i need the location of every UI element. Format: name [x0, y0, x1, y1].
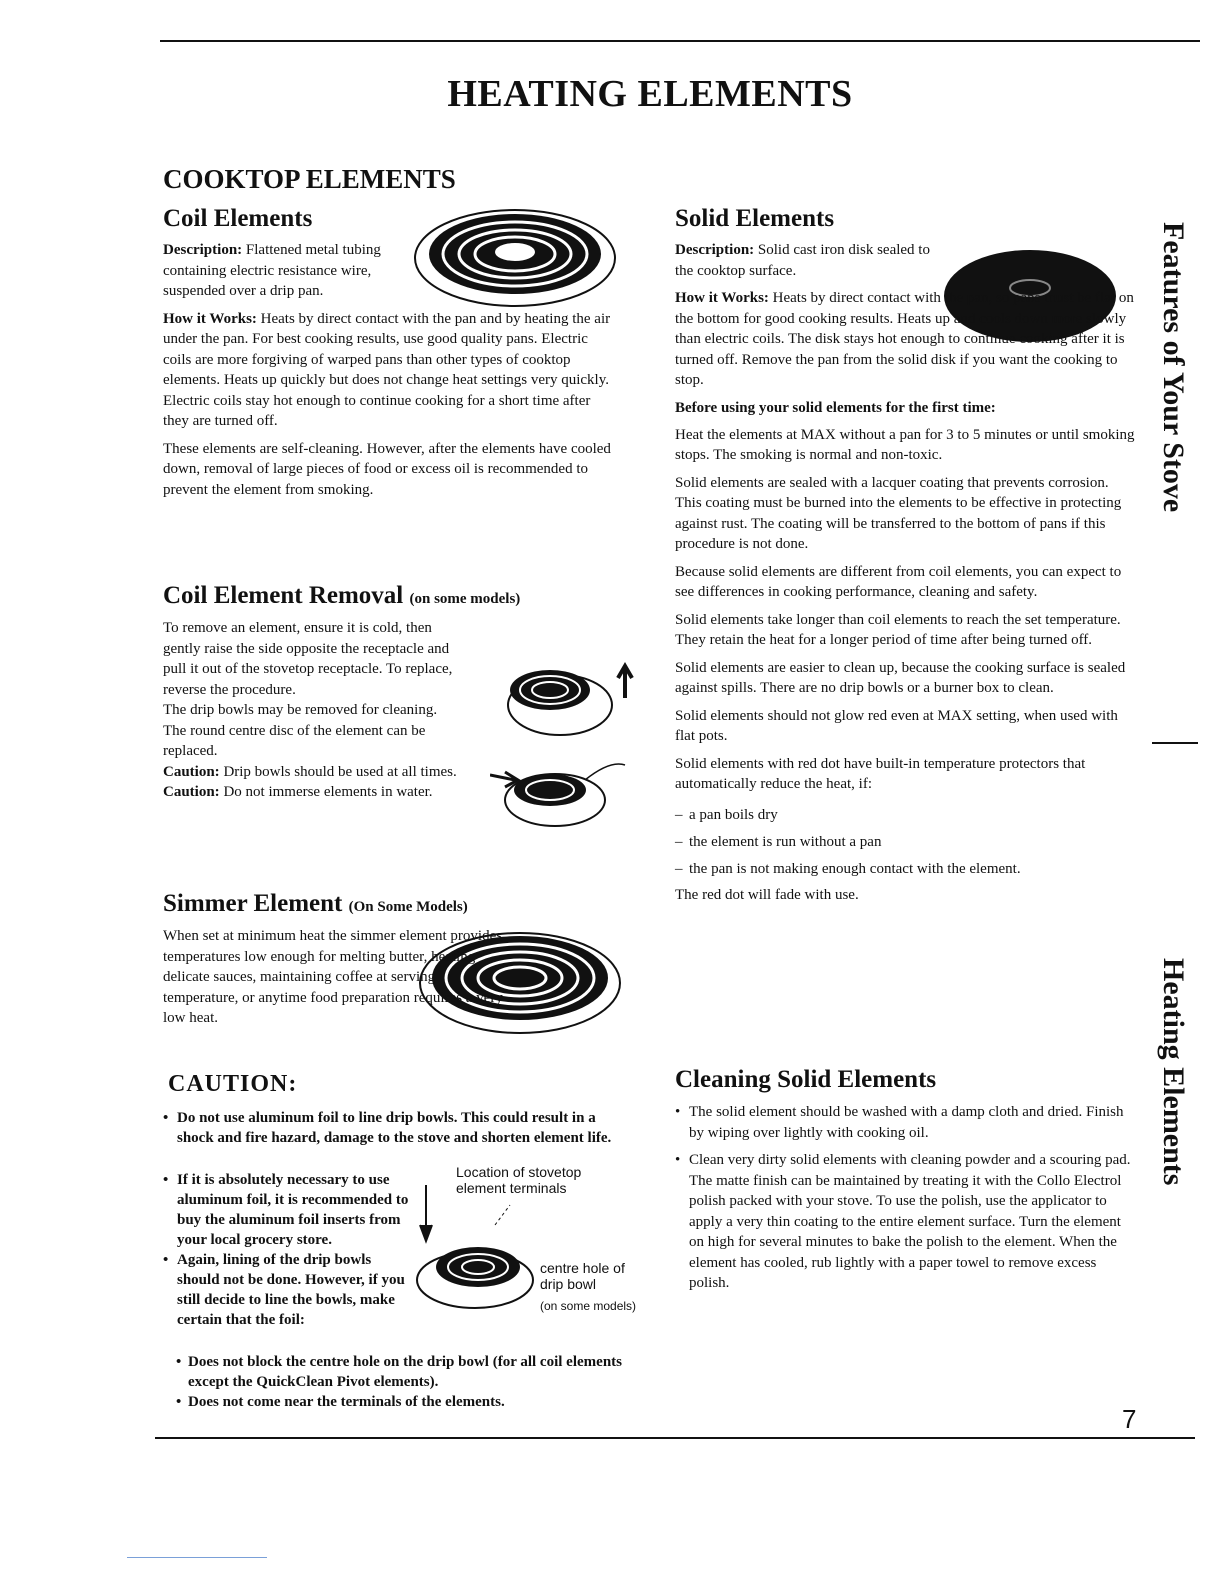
caution-sub-terminals: • Does not come near the terminals of the elements. — [176, 1392, 626, 1412]
side-tab-features: Features of Your Stove — [1157, 222, 1190, 513]
drip-bowl-diagram — [410, 1185, 540, 1315]
cleaning-heading: Cleaning Solid Elements — [675, 1066, 937, 1093]
cleaning-bullet-wash: • The solid element should be washed with a damp cloth and dried. Finish by wiping over lightly with cooking oil. — [675, 1102, 1135, 1143]
removal-drip-bowls: The drip bowls may be removed for cleaning. — [163, 702, 438, 718]
removal-instructions: To remove an element, ensure it is cold, then gently raise the side opposite the receptacle and pull it out of the stovetop receptacle. To replace, reverse the procedure. — [163, 620, 453, 698]
solid-red-dot: Solid elements with red dot have built-in temperature protectors that automatically reduce the heat, if: — [675, 755, 1086, 792]
coil-self-cleaning: These elements are self-cleaning. However, after the elements have cooled down, removal of large pieces of food or excess oil is recommended to prevent the element from smoking. — [163, 440, 611, 498]
solid-lacquer: Solid elements are sealed with a lacquer coating that prevents corrosion. This coating must be burned into the elements to be effective in protecting against rust. The coating will be transferred to the bottom of pans if this procedure is not done. — [675, 474, 1122, 552]
caution-bullet-again: • Again, lining of the drip bowls should not be done. However, if you still decide to line the bowls, make certain that the foil: — [163, 1250, 413, 1330]
solid-differences: Because solid elements are different from coil elements, you can expect to see differences in cooking performance, cleaning and safety. — [675, 563, 1122, 600]
red-dot-condition-3: – the pan is not making enough contact with the element. — [675, 856, 1135, 883]
removal-caution-2: Caution: Do not immerse elements in water. — [163, 784, 433, 800]
page-title: HEATING ELEMENTS — [447, 73, 853, 115]
caption-centre-hole: centre hole of drip bowl — [540, 1260, 625, 1292]
coil-description: Description: Flattened metal tubing containing electric resistance wire, suspended over a drip pan. — [163, 242, 381, 299]
solid-easier-clean: Solid elements are easier to clean up, because the cooking surface is sealed against spills. There are no drip bowls or a burner box to clean. — [675, 659, 1126, 696]
caption-some-models: (on some models) — [540, 1299, 637, 1313]
solid-description: Description: Solid cast iron disk sealed to the cooktop surface. — [675, 242, 930, 279]
caution-heading: CAUTION: — [168, 1071, 298, 1097]
simmer-text: When set at minimum heat the simmer element provides temperatures low enough for melting butter, heating delicate sauces, maintaining coffee at serving temperature, or anytime food preparation requires a very low heat. — [163, 928, 503, 1026]
solid-how-it-works: How it Works: Heats by direct contact with the pan, so pans must be flat on the bottom for good cooking results. Heats up and cools down more slowly than electric coils. The disk stays hot enough to continue cooking after it is turned off. Remove the pan from the solid disk if you want the cooking to stop. — [675, 290, 1134, 388]
caution-bullet-inserts: • If it is absolutely necessary to use aluminum foil, it is recommended to buy the aluminum foil inserts from your local grocery store. — [163, 1170, 413, 1250]
section-title: COOKTOP ELEMENTS — [163, 164, 456, 194]
solid-longer: Solid elements take longer than coil elements to reach the set temperature. They retain the heat for a longer period of time after being turned off. — [675, 611, 1121, 648]
removal-centre-disc: The round centre disc of the element can be replaced. — [163, 722, 426, 759]
coil-how-it-works: How it Works: Heats by direct contact with the pan and by heating the air under the pan. For best cooking results, use good quality pans. Electric coils are more forgiving of warped pans than other types of cooktop elements. Heats up quickly but does not change heat settings very quickly. Electric coils stay hot enough to continue cooking for a short time after they are turned off. — [163, 310, 611, 429]
solid-first-time-heading: Before using your solid elements for the first time: — [675, 399, 996, 416]
caption-terminals: Location of stovetop element terminals — [456, 1164, 582, 1196]
red-dot-fade: The red dot will fade with use. — [675, 886, 859, 903]
coil-removal-illustration — [490, 640, 640, 840]
footer-link-line — [127, 1557, 267, 1558]
caution-sub-centre-hole: • Does not block the centre hole on the drip bowl (for all coil elements except the QuickClean Pivot elements). — [176, 1352, 626, 1392]
solid-heading: Solid Elements — [675, 205, 835, 232]
top-rule — [160, 40, 1200, 42]
red-dot-condition-1: – a pan boils dry — [675, 802, 1135, 829]
solid-glow: Solid elements should not glow red even at MAX setting, when used with flat pots. — [675, 707, 1118, 744]
coil-heading: Coil Elements — [163, 205, 313, 232]
side-tab-heating: Heating Elements — [1157, 958, 1190, 1186]
cleaning-bullet-polish: • Clean very dirty solid elements with cleaning powder and a scouring pad. The matte finish can be maintained by treating it with the Collo Electrol polish packed with your stove. To use the polish, use the applicator to apply a very thin coating to the entire element surface. Turn the element on high for several minutes to bake the polish to the element. When the element has cooled, rub lightly with a paper towel to remove excess polish. — [675, 1150, 1135, 1294]
simmer-heading: Simmer Element (On Some Models) — [163, 890, 468, 917]
caution-bullet-foil: • Do not use aluminum foil to line drip bowls. This could result in a shock and fire hazard, damage to the stove and shorten element life. — [163, 1108, 623, 1148]
solid-heat-max: Heat the elements at MAX without a pan for 3 to 5 minutes or until smoking stops. The smoking is normal and non-toxic. — [675, 426, 1135, 463]
page-number: 7 — [1122, 1404, 1137, 1434]
bottom-rule — [155, 1437, 1195, 1439]
removal-caution-1: Caution: Drip bowls should be used at all times. — [163, 763, 457, 780]
tab-divider-rule — [1152, 742, 1198, 744]
red-dot-condition-2: – the element is run without a pan — [675, 829, 1135, 856]
removal-heading: Coil Element Removal (on some models) — [163, 582, 521, 609]
